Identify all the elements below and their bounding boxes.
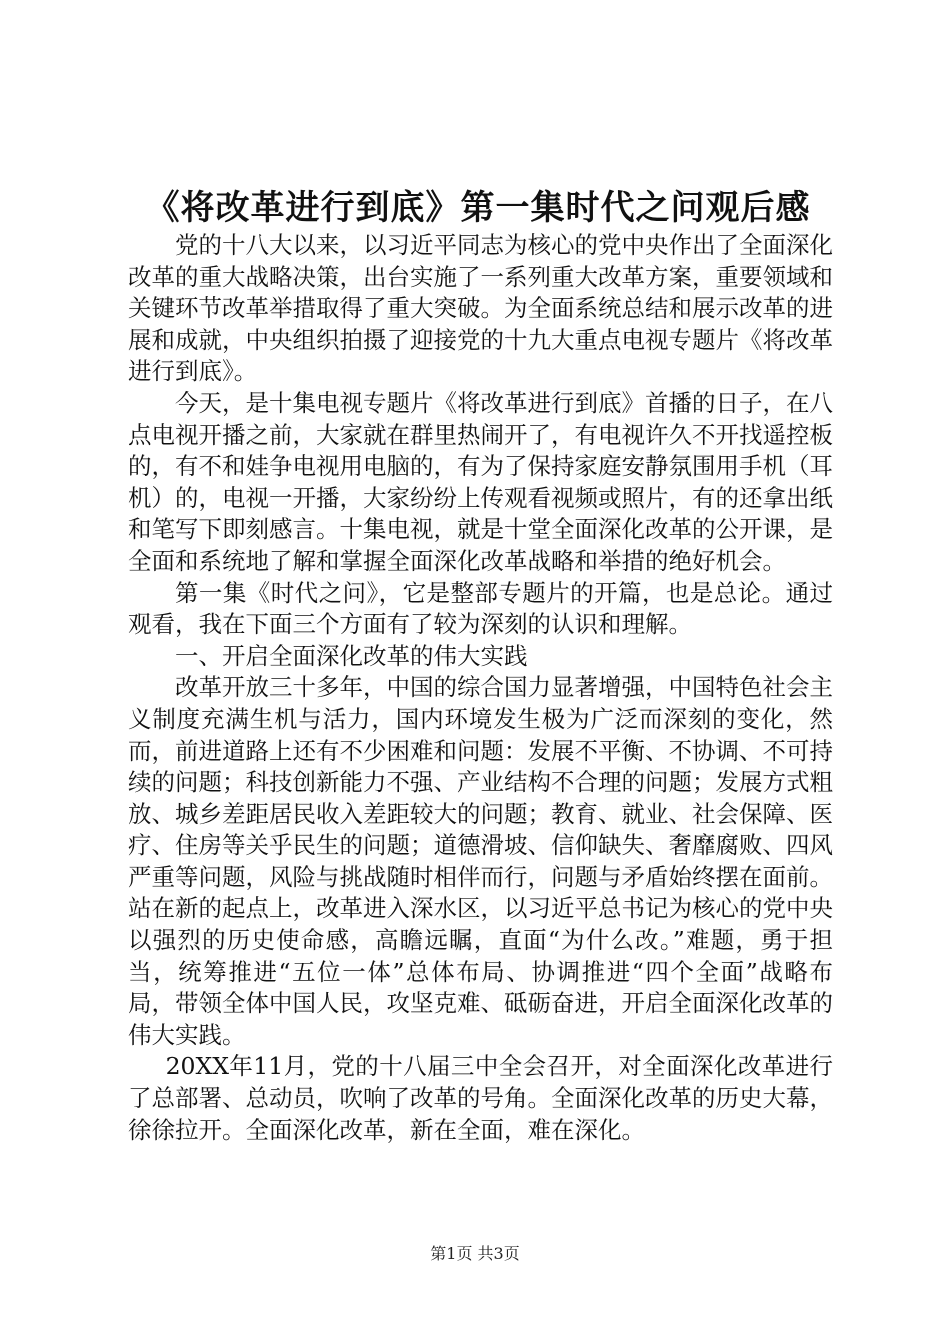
- paragraph-plenary-session: 20XX年11月，党的十八届三中全会召开，对全面深化改革进行了总部署、总动员，吹响了改革的号角。全面深化改革的历史大幕，徐徐拉开。全面深化改革，新在全面，难在深化。: [128, 1052, 833, 1144]
- paragraph-intro: 党的十八大以来，以习近平同志为核心的党中央作出了全面深化改革的重大战略决策，出台实施了一系列重大改革方案，重要领域和关键环节改革举措取得了重大突破。为全面系统总结和展示改革的进展和成就，中央组织拍摄了迎接党的十九大重点电视专题片《将改革进行到底》。: [128, 231, 833, 386]
- document-title: 《将改革进行到底》第一集时代之问观后感: [145, 188, 811, 228]
- paragraph-broadcast-day: 今天，是十集电视专题片《将改革进行到底》首播的日子，在八点电视开播之前，大家就在群里热闹开了，有电视许久不开找遥控板的，有不和娃争电视用电脑的，有为了保持家庭安静氛围用手机（耳机）的，电视一开播，大家纷纷上传观看视频或照片，有的还拿出纸和笔写下即刻感言。十集电视，就是十堂全面深化改革的公开课，是全面和系统地了解和掌握全面深化改革战略和举措的绝好机会。: [128, 388, 833, 575]
- document-body: [128, 230, 833, 1146]
- paragraph-episode-one: 第一集《时代之问》，它是整部专题片的开篇，也是总论。通过观看，我在下面三个方面有了较为深刻的认识和理解。: [128, 578, 833, 639]
- section-heading-one: 一、开启全面深化改革的伟大实践: [175, 641, 528, 670]
- paragraph-reform-background: 改革开放三十多年，中国的综合国力显著增强，中国特色社会主义制度充满生机与活力，国内环境发生极为广泛而深刻的变化，然而，前进道路上还有不少困难和问题：发展不平衡、不协调、不可持续的问题；科技创新能力不强、产业结构不合理的问题；发展方式粗放、城乡差距居民收入差距较大的问题；教育、就业、社会保障、医疗、住房等关乎民生的问题；道德滑坡、信仰缺失、奢靡腐败、四风严重等问题，风险与挑战随时相伴而行，问题与矛盾始终摆在面前。站在新的起点上，改革进入深水区，以习近平总书记为核心的党中央以强烈的历史使命感，高瞻远瞩，直面“为什么改。”难题，勇于担当，统筹推进“五位一体”总体布局、协调推进“四个全面”战略布局，带领全体中国人民，攻坚克难、砥砺奋进，开启全面深化改革的伟大实践。: [128, 673, 833, 1049]
- page-indicator: 第1页 共3页: [430, 1244, 520, 1263]
